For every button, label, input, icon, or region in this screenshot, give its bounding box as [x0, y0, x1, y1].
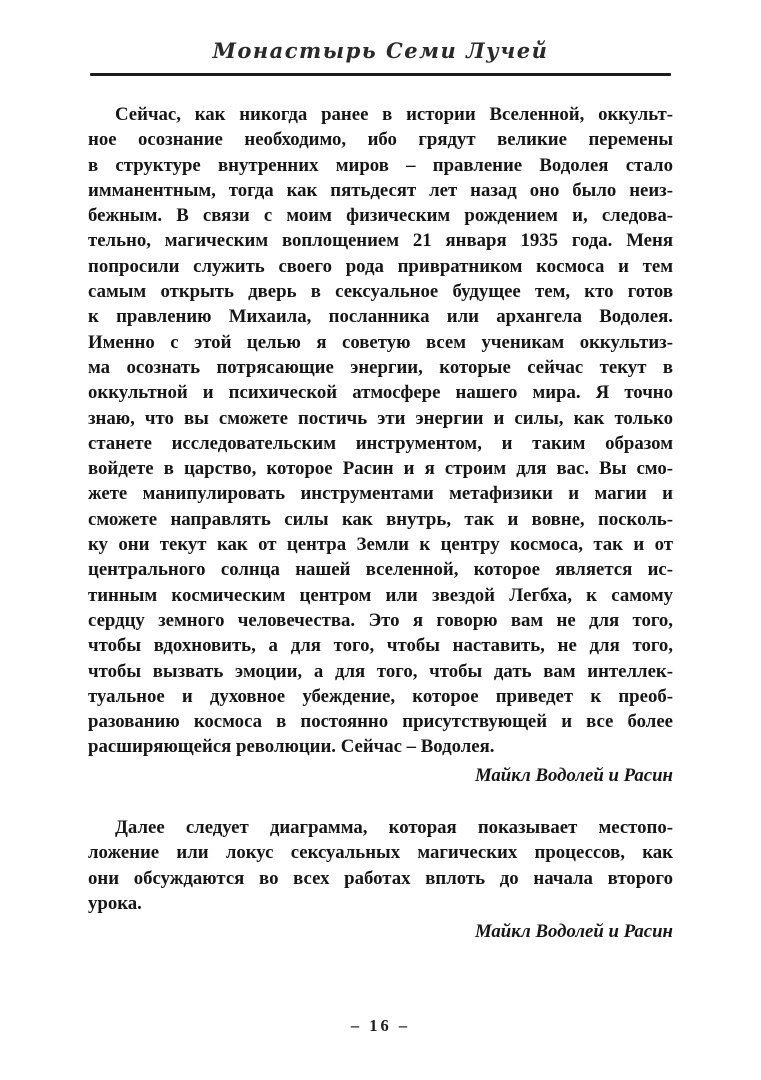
text-line: самым открыть дверь в сексуальное будущее тем, кто готов — [88, 281, 673, 303]
text-line: расширяющейся революции. Сейчас – Водолея. — [88, 736, 495, 758]
text-line: Далее следует диаграмма, которая показывает местопо- — [115, 817, 673, 839]
text-line: тинным космическим центром или звездой Легбха, к самому — [88, 584, 673, 606]
text-line: ку они текут как от центра Земли к центру космоса, так и от — [88, 534, 673, 556]
text-line: они обсуждаются во всех работах вплоть до начала второго — [88, 867, 673, 889]
text-line: сможете направлять силы как внутрь, так и вовне, посколь- — [88, 508, 673, 530]
running-head-title: Монастырь Семи Лучей — [212, 38, 549, 63]
text-line: попросили служить своего рода привратником космоса и тем — [88, 255, 673, 277]
signature-2: Майкл Водолей и Расин — [474, 921, 673, 943]
text-line: урока. — [88, 892, 142, 914]
text-line: сердцу земного человечества. Это я говорю вам не для того, — [88, 609, 673, 631]
text-line: центрального солнца нашей вселенной, которое является ис- — [88, 559, 673, 581]
text-line: знаю, что вы сможете постичь эти энергии и силы, как только — [88, 407, 673, 429]
text-line: ложение или локус сексуальных магических процессов, как — [88, 842, 673, 864]
text-line: разованию космоса в постоянно присутствующей и все более — [88, 711, 673, 733]
page-number: – 16 – — [350, 1016, 411, 1035]
text-line: чтобы вдохновить, а для того, чтобы наставить, не для того, — [88, 635, 673, 657]
text-line: войдете в царство, которое Расин и я строим для вас. Вы смо- — [88, 458, 673, 480]
signature-1: Майкл Водолей и Расин — [474, 764, 673, 786]
text-line: ма осознать потрясающие энергии, которые сейчас текут в — [88, 356, 673, 378]
text-line: станете исследовательским инструментом, и таким образом — [88, 432, 673, 454]
text-line: в структуре внутренних миров – правление Водолея стало — [88, 154, 673, 176]
text-line: туальное и духовное убеждение, которое приведет к преоб- — [88, 685, 673, 707]
text-line: чтобы вызвать эмоции, а для того, чтобы дать вам интеллек- — [88, 660, 673, 682]
text-line: Сейчас, как никогда ранее в истории Вселенной, оккульт- — [115, 104, 673, 125]
text-line: ное осознание необходимо, ибо грядут великие перемены — [88, 129, 673, 151]
page-header — [0, 0, 761, 76]
text-line: оккультной и психической атмосфере нашего мира. Я точно — [88, 382, 673, 404]
text-line: тельно, магическим воплощением 21 января 1935 года. Меня — [88, 230, 673, 252]
page-body — [88, 76, 673, 945]
paragraph-2 — [88, 815, 673, 916]
text-line: Именно с этой целью я советую всем ученикам оккультиз- — [88, 331, 673, 353]
text-line: к правлению Михаила, посланника или архангела Водолея. — [88, 306, 673, 328]
text-line: бежным. В связи с моим физическим рождением и, следова- — [88, 205, 673, 227]
text-line: имманентным, тогда как пятьдесят лет назад оно было неиз- — [88, 179, 673, 201]
text-line: жете манипулировать инструментами метафизики и магии и — [88, 483, 673, 505]
paragraph-1 — [88, 102, 673, 760]
